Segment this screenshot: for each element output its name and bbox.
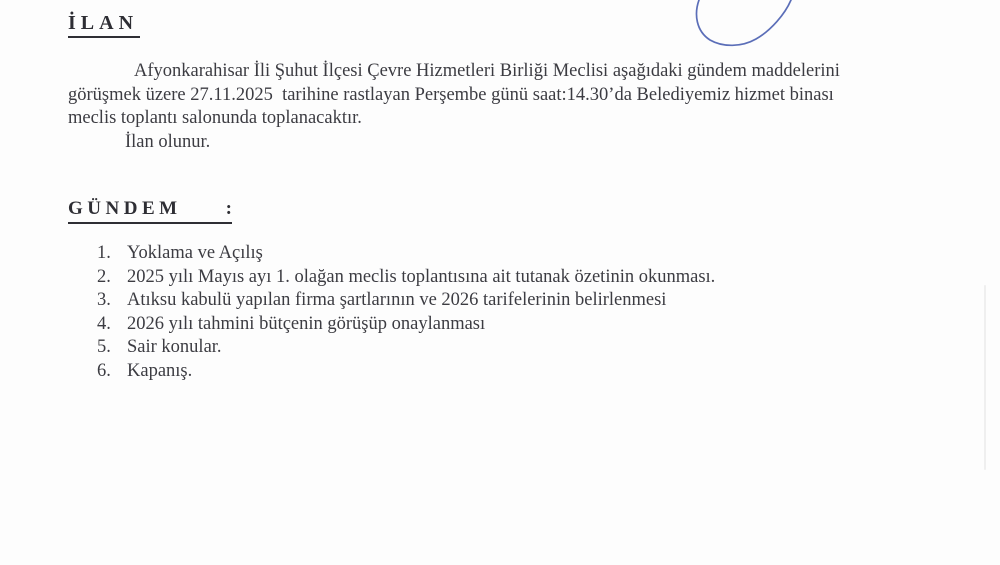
agenda-heading-label: GÜNDEM bbox=[68, 198, 182, 219]
agenda-item-number: 4. bbox=[97, 313, 111, 334]
agenda-item-number: 6. bbox=[97, 360, 111, 381]
agenda-item bbox=[97, 360, 715, 384]
agenda-item-text: Sair konular. bbox=[127, 337, 222, 358]
agenda-item bbox=[97, 289, 715, 313]
agenda-item-text: 2025 yılı Mayıs ayı 1. olağan meclis toplantısına ait tutanak özetinin okunması. bbox=[127, 266, 716, 287]
agenda-list bbox=[97, 242, 715, 384]
closing-line: İlan olunur. bbox=[125, 131, 211, 152]
paragraph-line: görüşmek üzere 27.11.2025 tarihine rastlayan Perşembe günü saat:14.30’da Belediyemiz hizmet binası bbox=[68, 84, 834, 105]
document-title: İLAN bbox=[68, 12, 140, 38]
announcement-paragraph bbox=[68, 60, 908, 154]
paragraph-line: meclis toplantı salonunda toplanacaktır. bbox=[68, 108, 362, 128]
agenda-item-text: Yoklama ve Açılış bbox=[127, 243, 263, 263]
agenda-item-text: Kapanış. bbox=[127, 360, 193, 381]
agenda-item bbox=[97, 266, 715, 290]
agenda-heading bbox=[68, 198, 232, 224]
agenda-item bbox=[97, 242, 715, 266]
blue-pen-stroke-icon bbox=[690, 0, 802, 52]
agenda-item bbox=[97, 336, 715, 360]
agenda-heading-colon: : bbox=[225, 198, 232, 219]
agenda-item-number: 5. bbox=[97, 337, 111, 358]
agenda-item-number: 1. bbox=[97, 243, 111, 263]
paragraph-line: Afyonkarahisar İli Şuhut İlçesi Çevre Hizmetleri Birliği Meclisi aşağıdaki gündem maddelerini bbox=[134, 61, 840, 81]
agenda-item-number: 3. bbox=[97, 290, 111, 311]
agenda-item-number: 2. bbox=[97, 266, 111, 287]
agenda-item-text: Atıksu kabulü yapılan firma şartlarının ve 2026 tarifelerinin belirlenmesi bbox=[127, 290, 667, 311]
scan-artifact-streak bbox=[984, 285, 986, 470]
agenda-item bbox=[97, 313, 715, 337]
agenda-heading-underline bbox=[68, 198, 232, 224]
agenda-item-text: 2026 yılı tahmini bütçenin görüşüp onaylanması bbox=[127, 313, 486, 334]
